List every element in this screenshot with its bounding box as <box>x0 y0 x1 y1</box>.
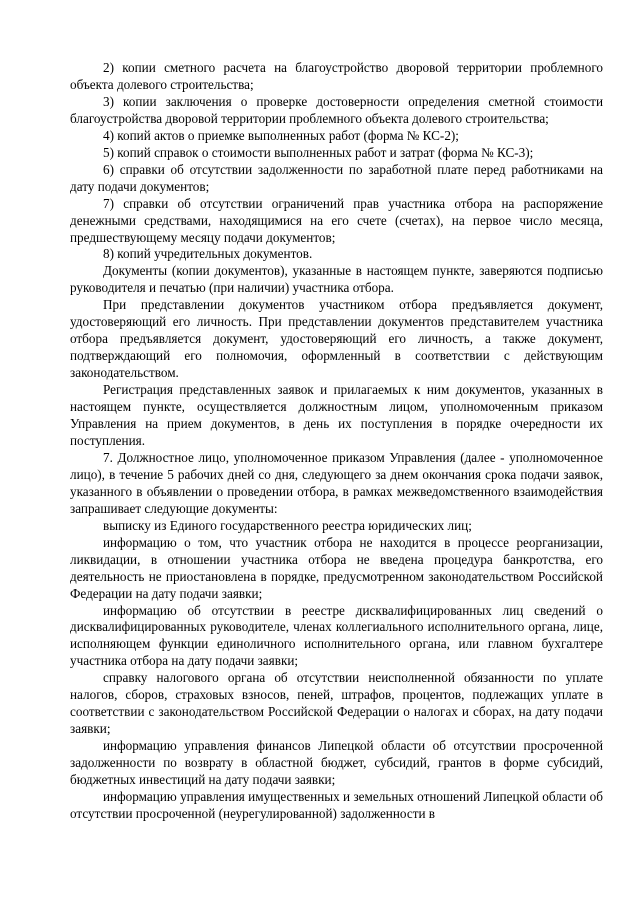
paragraph-item-4: 4) копий актов о приемке выполненных работ (форма № КС-2); <box>103 127 459 143</box>
paragraph-tax-certificate: справку налогового органа об отсутствии неисполненной обязанности по уплате налогов, сборов, страховых взносов, пеней, штрафов, процентов, подлежащих уплате в соответствии с законодательством Российской Федерации о налогах и сборах, на дату подачи заявки; <box>70 670 603 737</box>
paragraph-reorganization-info: информацию о том, что участник отбора не находится в процессе реорганизации, ликвидации, в отношении участника отбора не введена процедура банкротства, его деятельность не приостановлена в порядке, предусмотренном законодательством Российской Федерации на дату подачи заявки; <box>70 534 603 601</box>
paragraph-finance-info: информацию управления финансов Липецкой области об отсутствии просроченной задолженности по возврату в областной бюджет, субсидий, грантов в форме субсидий, бюджетных инвестиций на дату подачи заявки; <box>70 738 603 788</box>
paragraph-item-7: 7) справки об отсутствии ограничений прав участника отбора на распоряжение денежными средствами, находящимися на его счете (счетах), на первое число месяца, предшествующему месяцу подачи документов; <box>70 195 603 245</box>
paragraph-property-info: информацию управления имущественных и земельных отношений Липецкой области об отсутствии просроченной (неурегулированной) задолженности в <box>70 788 603 821</box>
paragraph-item-3: 3) копии заключения о проверке достоверности определения сметной стоимости благоустройства дворовой территории проблемного объекта долевого строительства; <box>70 93 603 126</box>
paragraph-section-7: 7. Должностное лицо, уполномоченное приказом Управления (далее - уполномоченное лицо), в течение 5 рабочих дней со дня, следующего за днем окончания срока подачи заявок, указанного в объявлении о проведении отбора, в рамках межведомственного взаимодействия запрашивает следующие документы: <box>70 449 603 516</box>
document-page <box>70 60 603 823</box>
paragraph-item-5: 5) копий справок о стоимости выполненных работ и затрат (форма № КС-3); <box>103 144 534 160</box>
paragraph-disqualified-registry: информацию об отсутствии в реестре дисквалифицированных лиц сведений о дисквалифицированных руководителе, членах коллегиального исполнительного органа, лице, исполняющем функции единоличного исполнительного органа, или главном бухгалтере участника отбора на дату подачи заявки; <box>70 602 603 669</box>
paragraph-item-2: 2) копии сметного расчета на благоустройство дворовой территории проблемного объекта долевого строительства; <box>70 60 603 92</box>
paragraph-egrul-extract: выписку из Единого государственного реестра юридических лиц; <box>103 517 472 533</box>
paragraph-certification: Документы (копии документов), указанные в настоящем пункте, заверяются подписью руководителя и печатью (при наличии) участника отбора. <box>70 263 603 296</box>
paragraph-item-8: 8) копий учредительных документов. <box>103 246 313 262</box>
paragraph-identity: При представлении документов участником отбора предъявляется документ, удостоверяющий его личность. При представлении документов представителем участника отбора предъявляется документ, удостоверяющий его личность, а также документ, подтверждающий его полномочия, оформленный в соответствии с действующим законодательством. <box>70 297 603 381</box>
paragraph-item-6: 6) справки об отсутствии задолженности по заработной плате перед работниками на дату подачи документов; <box>70 161 603 194</box>
paragraph-registration: Регистрация представленных заявок и прилагаемых к ним документов, указанных в настоящем пункте, осуществляется должностным лицом, уполномоченным приказом Управления на прием документов, в день их поступления в порядке очередности их поступления. <box>70 382 603 448</box>
